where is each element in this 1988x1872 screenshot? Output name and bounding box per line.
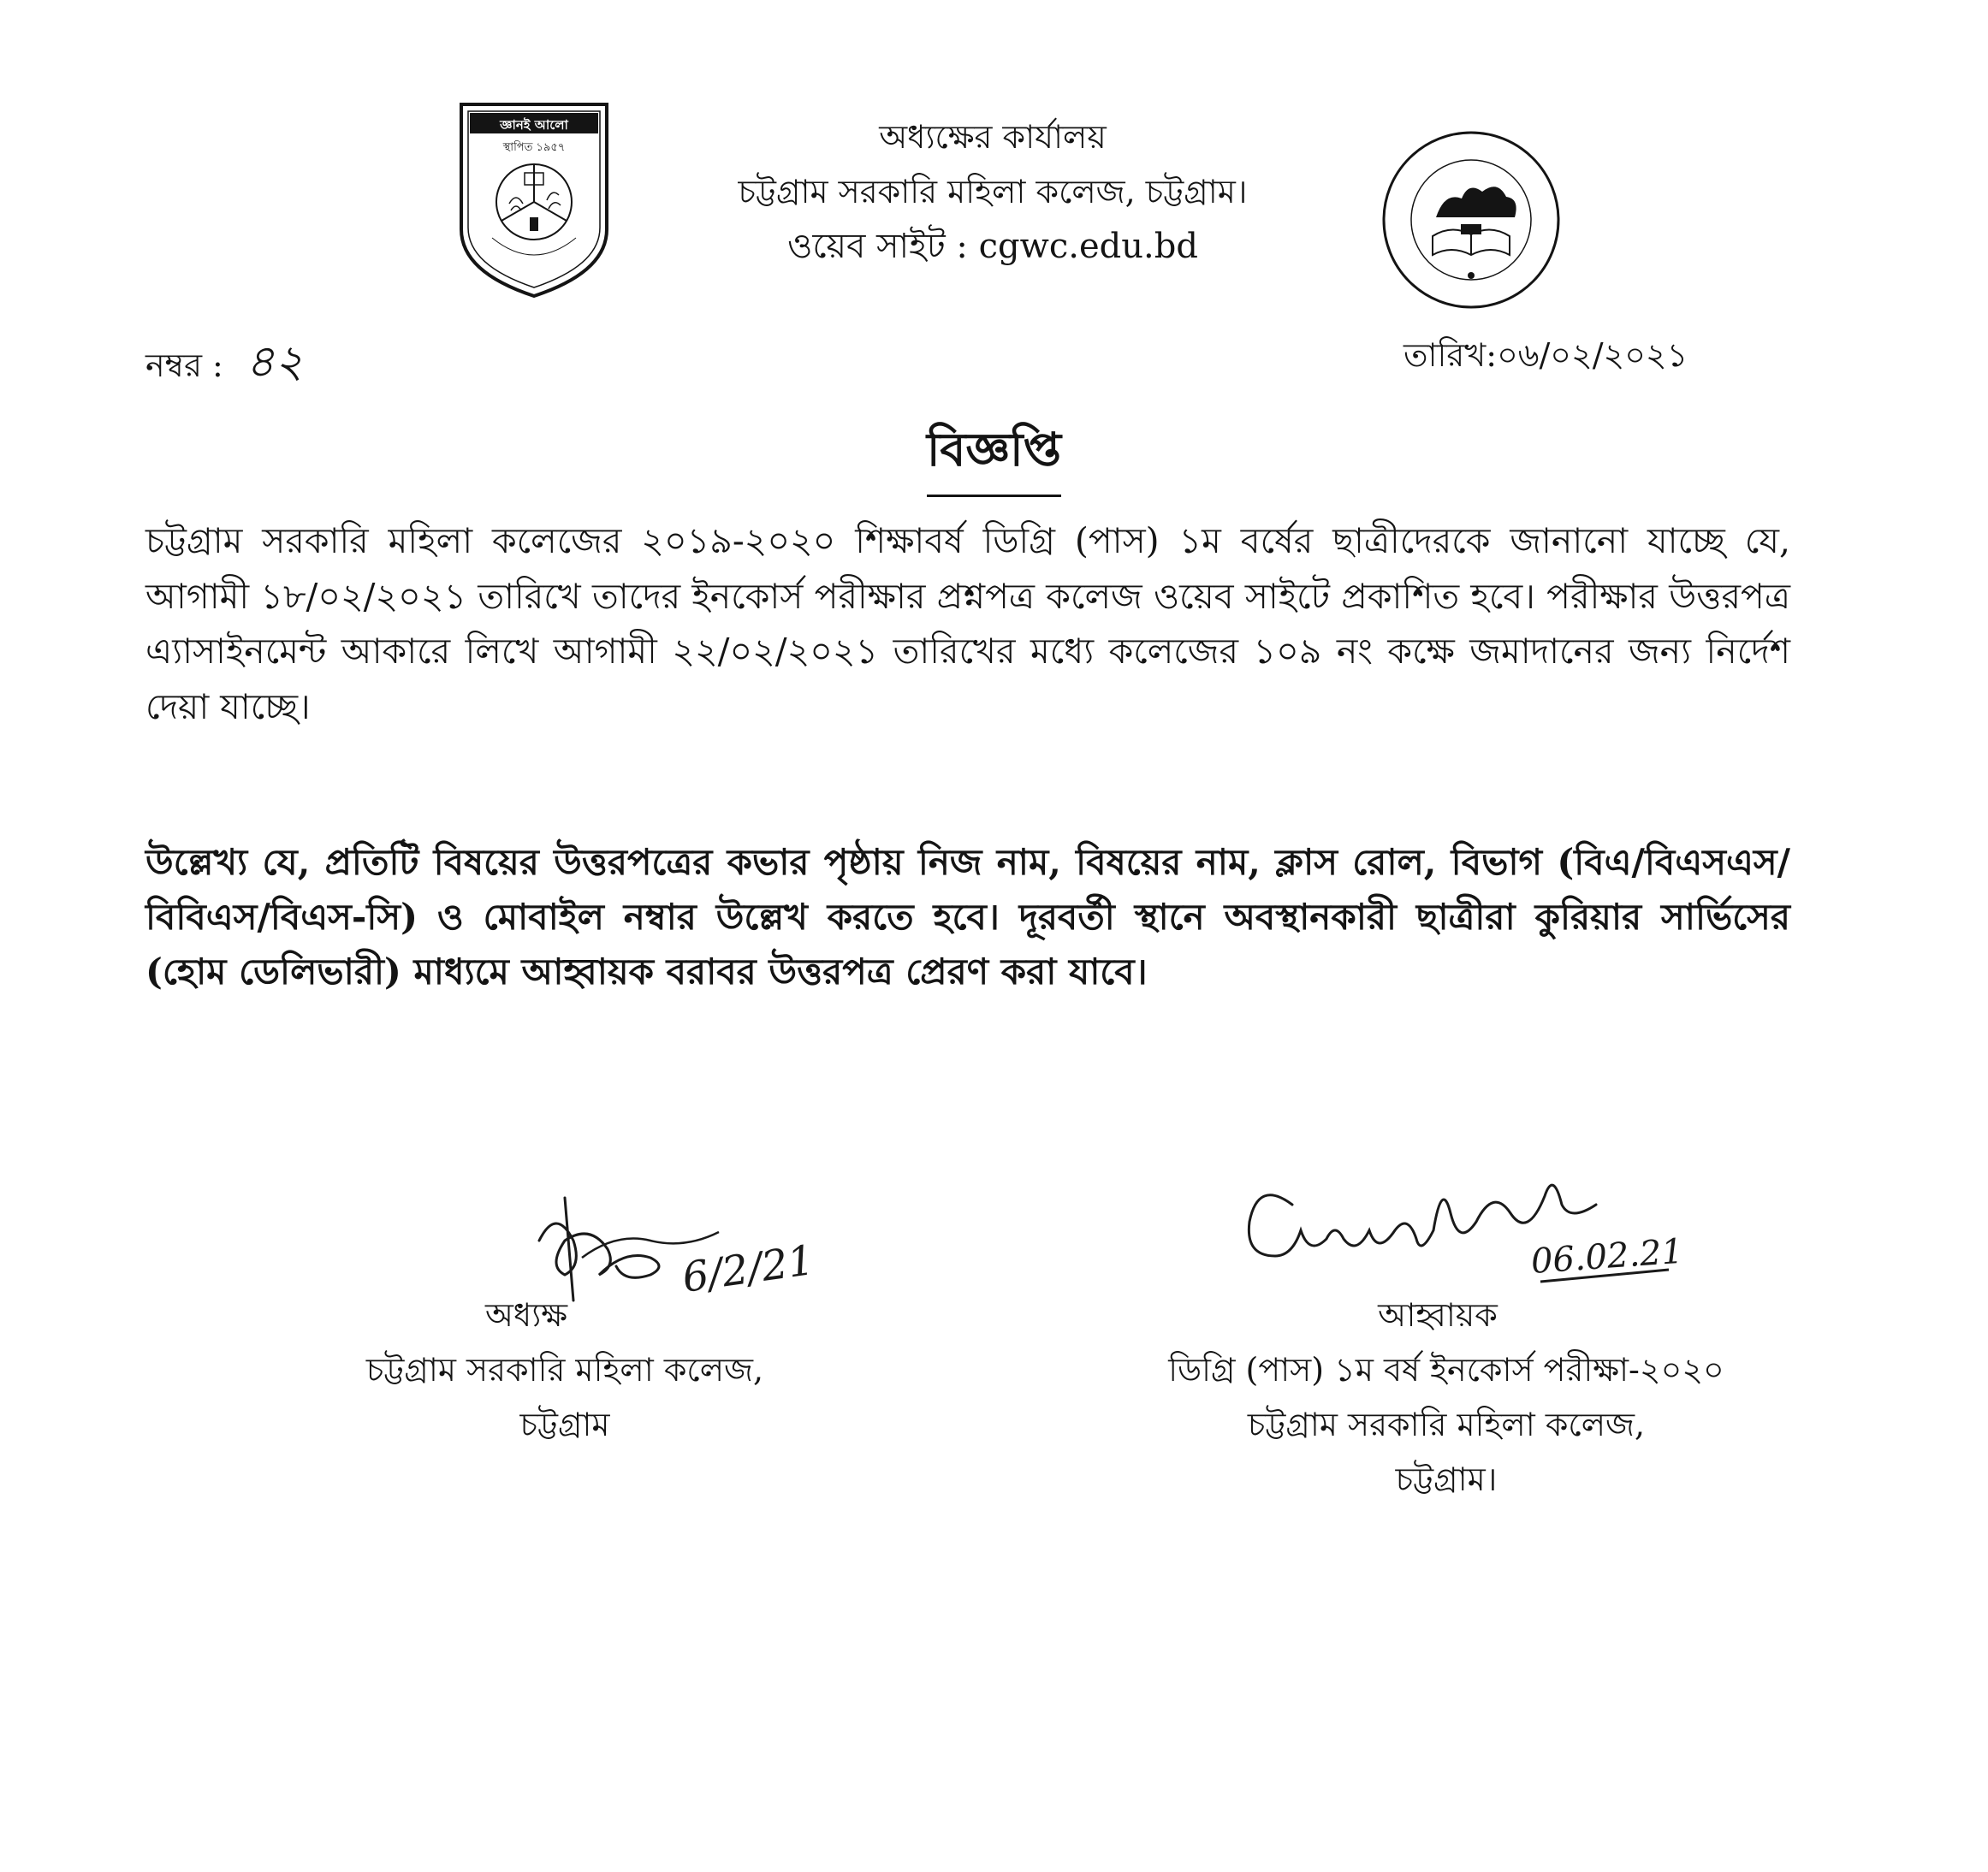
office-name: অধ্যক্ষের কার্যালয় bbox=[879, 118, 1107, 156]
reference-number bbox=[145, 327, 304, 401]
principal-designation: অধ্যক্ষ bbox=[484, 1296, 567, 1334]
convener-city: চট্টগ্রাম। bbox=[1395, 1460, 1498, 1498]
principal-signature-date: 6/2/21 bbox=[679, 1235, 817, 1302]
principal-institution: চট্টগ্রাম সরকারি মহিলা কলেজ, bbox=[365, 1351, 764, 1389]
crest-motto-text: জ্ঞানই আলো bbox=[500, 117, 568, 133]
convener-institution: চট্টগ্রাম সরকারি মহিলা কলেজ, bbox=[1247, 1406, 1646, 1443]
notice-paragraph-1: চট্টগ্রাম সরকারি মহিলা কলেজের ২০১৯-২০২০ শিক্ষাবর্ষ ডিগ্রি (পাস) ১ম বর্ষের ছাত্রীদেরকে জানানো যাচ্ছে যে, আগামী ১৮/০২/২০২১ তারিখে তাদের ইনকোর্স পরীক্ষার প্রশ্নপত্র কলেজ ওয়েব সাইটে প্রকাশিত হবে। পরীক্ষার উত্তরপত্র এ্যাসাইনমেন্ট আকারে লিখে আগামী ২২/০২/২০২১ তারিখের মধ্যে কলেজের ১০৯ নং কক্ষে জমাদানের জন্য নির্দেশ দেয়া যাচ্ছে। bbox=[145, 520, 1790, 727]
principal-signature-block bbox=[291, 1288, 839, 1452]
convener-designation: আহ্বায়ক bbox=[1378, 1296, 1498, 1334]
notice-date: তারিখ:০৬/০২/২০২১ bbox=[1403, 336, 1688, 374]
letterhead bbox=[599, 110, 1386, 274]
college-name: চট্টগ্রাম সরকারি মহিলা কলেজ, চট্টগ্রাম। bbox=[738, 173, 1248, 210]
principal-city: চট্টগ্রাম bbox=[519, 1406, 610, 1443]
convener-signature-date: 06.02.21 bbox=[1529, 1231, 1685, 1282]
reference-value: ৪২ bbox=[245, 336, 304, 388]
reference-label: নম্বর : bbox=[145, 347, 223, 384]
notice-title: বিজ্ঞপ্তি bbox=[927, 414, 1061, 497]
education-emblem-seal bbox=[1380, 128, 1563, 311]
convener-signature-block bbox=[1061, 1288, 1831, 1507]
convener-committee: ডিগ্রি (পাস) ১ম বর্ষ ইনকোর্স পরীক্ষা-২০২০ bbox=[1168, 1351, 1724, 1389]
website-line: ওয়েব সাইট : cgwc.edu.bd bbox=[787, 227, 1198, 266]
notice-paragraph-2: উল্লেখ্য যে, প্রতিটি বিষয়ের উত্তরপত্রের কভার পৃষ্ঠায় নিজ নাম, বিষয়ের নাম, ক্লাস রোল, বিভাগ (বিএ/বিএসএস/বিবিএস/বিএস-সি) ও মোবাইল নম্বার উল্লেখ করতে হবে। দূরবর্তী স্থানে অবস্থানকারী ছাত্রীরা কুরিয়ার সার্ভিসের (হোম ডেলিভারী) মাধ্যমে আহ্বায়ক বরাবর উত্তরপত্র প্রেরণ করা যাবে। bbox=[145, 841, 1790, 992]
convener-signature bbox=[1241, 1153, 1720, 1299]
notice-title-wrap bbox=[0, 414, 1988, 497]
svg-text:স্থাপিত ১৯৫৭: স্থাপিত ১৯৫৭ bbox=[502, 141, 566, 154]
